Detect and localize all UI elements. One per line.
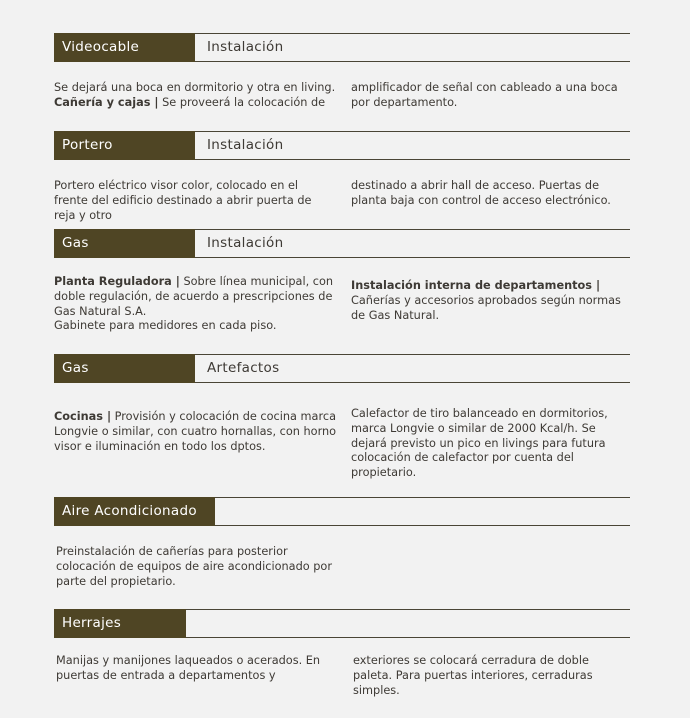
bold-lead: Cañería y cajas |	[54, 95, 159, 109]
paragraph-text: amplificador de señal con cableado a una boca por departamento.	[351, 81, 618, 109]
section-title: Gas	[54, 229, 195, 258]
left-column	[54, 179, 334, 223]
section-header	[54, 497, 630, 526]
right-column	[351, 279, 630, 323]
paragraph-text: Cañerías y accesorios aprobados según normas de Gas Natural.	[351, 293, 621, 322]
paragraph-text: Manijas y manijones laqueados o acerados. En puertas de entrada a departamentos y	[56, 654, 321, 682]
left-column	[54, 81, 339, 111]
paragraph-text: Gabinete para medidores en cada piso.	[54, 319, 277, 333]
right-column	[351, 179, 621, 209]
section-videocable	[54, 33, 630, 109]
section-title: Portero	[54, 131, 195, 160]
section-subtitle: Instalación	[207, 137, 284, 153]
left-column	[54, 275, 339, 334]
left-column	[54, 410, 339, 454]
section-header	[54, 33, 630, 62]
paragraph-text: Se proveerá la colocación de	[158, 95, 326, 109]
section-title: Gas	[54, 354, 195, 383]
bold-lead: Cocinas |	[54, 410, 112, 423]
paragraph-text: Calefactor de tiro balanceado en dormitorios, marca Longvie o similar de 2000 Kcal/h. Se dejará previsto un pico en livings para futura colocación de calefactor por cuenta del propietario.	[351, 407, 608, 480]
left-column	[56, 654, 326, 684]
bold-lead: Planta Reguladora |	[54, 275, 180, 288]
right-column	[353, 654, 630, 698]
section-header	[54, 229, 630, 258]
left-column	[56, 545, 336, 589]
paragraph-text: Provisión y colocación de cocina marca Longvie o similar, con cuatro hornallas, con horno visor e iluminación en todo los dptos.	[54, 410, 337, 453]
section-herrajes	[54, 609, 630, 697]
paragraph-text: Se dejará una boca en dormitorio y otra en living.	[54, 81, 336, 94]
bold-lead: Instalación interna de departamentos |	[351, 279, 601, 292]
section-title: Videocable	[54, 33, 195, 62]
paragraph-text: destinado a abrir hall de acceso. Puertas de planta baja con control de acceso electrónico.	[351, 179, 611, 207]
section-gas-artefactos	[54, 354, 630, 480]
section-gas-instalacion	[54, 229, 630, 333]
section-portero	[54, 131, 630, 222]
section-title: Aire Acondicionado	[54, 497, 215, 526]
paragraph-text: Sobre línea municipal, con doble regulación, de acuerdo a prescripciones de Gas Natural S.A.	[54, 275, 334, 318]
section-subtitle: Instalación	[207, 39, 284, 55]
section-subtitle: Instalación	[207, 235, 284, 251]
section-header	[54, 354, 630, 383]
section-aire-acondicionado	[54, 497, 630, 588]
right-column	[351, 81, 630, 111]
paragraph-text: Preinstalación de cañerías para posterior colocación de equipos de aire acondicionado por parte del propietario.	[56, 545, 332, 588]
section-title: Herrajes	[54, 609, 186, 638]
section-subtitle: Artefactos	[207, 360, 280, 376]
paragraph-text: exteriores se colocará cerradura de doble paleta. Para puertas interiores, cerraduras simples.	[353, 654, 593, 697]
section-header	[54, 609, 630, 638]
right-column	[351, 407, 630, 481]
section-header	[54, 131, 630, 160]
paragraph-text: Portero eléctrico visor color, colocado en el frente del edificio destinado a abrir puerta de reja y otro	[54, 179, 312, 222]
